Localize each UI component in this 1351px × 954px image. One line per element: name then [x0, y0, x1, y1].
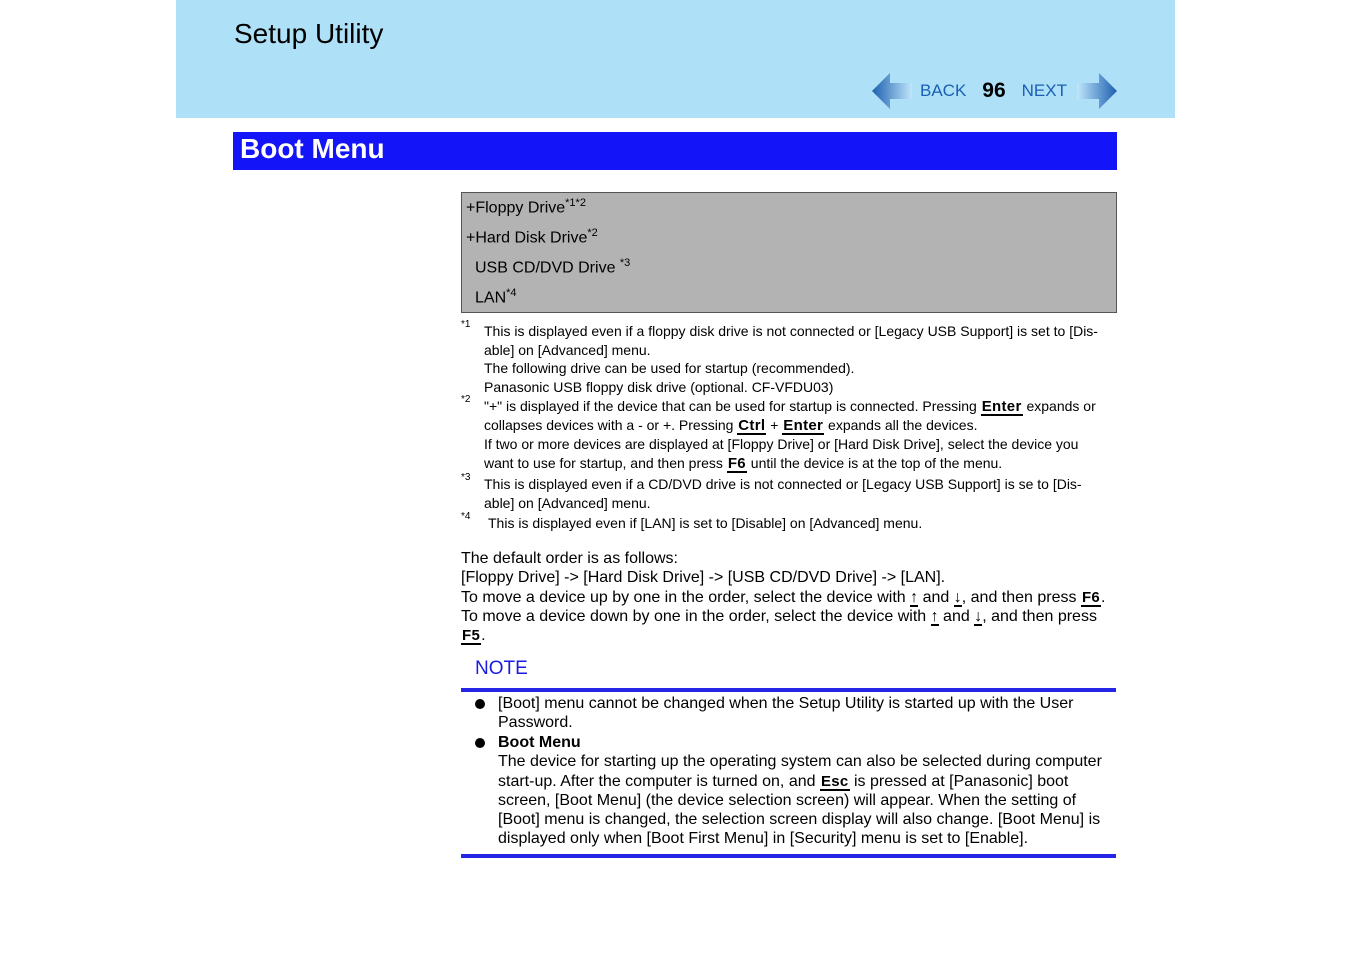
- footnote-text: This is displayed even if a floppy disk drive is not connected or [Legacy USB Support] is set to [Dis- able] on [Advanced] menu. The following drive can be used for startup (recommended). Panasonic USB floppy disk drive (optional. CF-VFDU03): [484, 323, 1098, 395]
- back-button[interactable]: [872, 72, 966, 110]
- section-banner: [233, 132, 1117, 170]
- boot-item-lan: LAN$^{*4}$: [475, 287, 517, 307]
- f6-key-icon: F6: [727, 454, 746, 472]
- footnote-mark: *2: [461, 394, 471, 405]
- next-label: NEXT: [1021, 81, 1067, 100]
- page-number: 96: [982, 79, 1006, 102]
- note-item-2: Boot Menu The device for starting up the operating system can also be selected during computer start-up. After the computer is turned on, and Esc is pressed at [Panasonic] boot screen, [Boot Menu] (the device selection screen) will appear. When the setting of [Boot] menu is changed, the selection screen display will also change. [Boot Menu] is displayed only when [Boot First Menu] in [Security] menu is set to [Enable].: [498, 734, 1102, 848]
- header: [176, 0, 1175, 118]
- note-bottom-divider: [461, 854, 1116, 858]
- f5-key-icon: F5: [462, 627, 481, 645]
- enter-key-icon: Enter: [981, 398, 1022, 415]
- next-button[interactable]: [1022, 72, 1117, 110]
- down-arrow-key-icon: ↓: [974, 607, 983, 625]
- bullet-icon: [475, 738, 485, 748]
- footnote-1: [461, 319, 1117, 395]
- esc-key-icon: Esc: [820, 772, 849, 790]
- footnote-mark: *1: [461, 319, 471, 330]
- up-arrow-key-icon: ↑: [930, 607, 939, 625]
- footnote-mark: *4: [461, 511, 471, 522]
- note-item-1: [Boot] menu cannot be changed when the Setup Utility is started up with the User Password.: [498, 695, 1074, 732]
- section-title: Boot Menu: [240, 133, 385, 164]
- next-arrow-icon: [1077, 72, 1117, 110]
- footnote-text: This is displayed even if a CD/DVD drive is not connected or [Legacy USB Support] is se to [Dis- able] on [Advanced] menu.: [484, 476, 1082, 511]
- footnote-mark: *3: [461, 472, 471, 483]
- ctrl-key-icon: Ctrl: [738, 417, 766, 434]
- back-label: BACK: [920, 81, 967, 100]
- enter-key-icon: Enter: [783, 417, 824, 434]
- boot-device-list: [461, 192, 1117, 313]
- note-title: NOTE: [475, 658, 528, 679]
- page-title: Setup Utility: [234, 18, 384, 49]
- footnote-3: [461, 472, 1117, 513]
- footnote-text: This is displayed even if [LAN] is set to [Disable] on [Advanced] menu.: [488, 515, 923, 531]
- note-top-divider: [461, 688, 1116, 692]
- footnote-text: "+" is displayed if the device that can be used for startup is connected. Pressing Enter expands or collapses devices with a - or +. Pressing Ctrl + Enter expands all the devices. If two or more devices are displayed at [Floppy Drive] or [Hard Disk Drive], select the device you want to use for startup, and then press F6 until the device is at the top of the menu.: [484, 398, 1096, 472]
- default-order-text: The default order is as follows: [Floppy Drive] -> [Hard Disk Drive] -> [USB CD/DVD Drive] -> [LAN]. To move a device up by one in the order, select the device with ↑ and ↓, and then press F6. To move a device down by one in the order, select the device with ↑ and ↓, and then press F5.: [461, 550, 1106, 645]
- bullet-icon: [475, 699, 485, 709]
- boot-item-hdd: +Hard Disk Drive$^{*2}$: [466, 227, 598, 247]
- boot-item-usb-cd: USB CD/DVD Drive $^{*3}$: [475, 257, 631, 277]
- down-arrow-key-icon: ↓: [953, 588, 962, 606]
- boot-item-floppy: +Floppy Drive$^{*1*2}$: [466, 197, 586, 217]
- f6-key-icon: F6: [1081, 588, 1101, 606]
- page-navigation: [872, 72, 1117, 110]
- back-arrow-icon: [872, 72, 912, 110]
- footnote-2: [461, 394, 1117, 473]
- up-arrow-key-icon: ↑: [910, 588, 919, 606]
- footnote-4: [461, 511, 1117, 534]
